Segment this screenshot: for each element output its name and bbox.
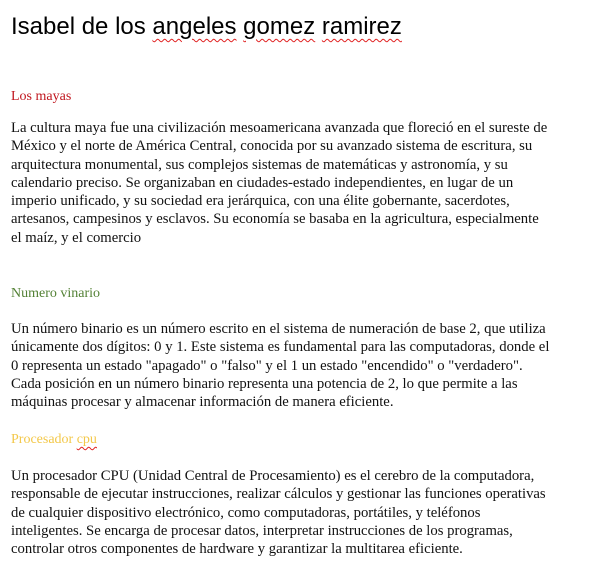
paragraph-line: el maíz, y el comercio [11,229,142,246]
paragraph-line: Un procesador CPU (Unidad Central de Procesamiento) es el cerebro de la computadora, [11,468,535,484]
paragraph-line: Un número binario es un número escrito en el sistema de numeración de base 2, que utiliza [11,321,546,337]
document-title [11,10,402,44]
heading-numero-vinario: Numero vinario [11,286,101,301]
heading-los-mayas: Los mayas [11,89,72,104]
paragraph-line: imperio unificado, y su sociedad era jerárquica, con una élite gobernante, sacerdotes, [11,193,510,210]
paragraph-line: México y el norte de América Central, conocida por su avanzado sistema de escritura, su [11,138,533,155]
paragraph-line: responsable de ejecutar instrucciones, realizar cálculos y gestionar las funciones operativas [11,486,546,503]
paragraph-procesador [11,467,606,558]
paragraph-line: artesanos, campesinos y esclavos. Su economía se basaba en la agricultura, especialmente [11,211,539,228]
heading-procesador-word: Procesador [11,432,74,447]
title-word-ramirez: ramirez [321,13,402,40]
paragraph-line: únicamente dos dígitos: 0 y 1. Este sistema es fundamental para las computadoras, donde el [11,339,550,356]
paragraph-line: 0 representa un estado "apagado" o "falso" y el 1 un estado "encendido" o "verdadero". [11,357,523,374]
paragraph-line: máquinas procesar y almacenar información de manera eficiente. [11,394,394,411]
paragraph-line: de cualquier dispositivo electrónico, como computadoras, portátiles, y teléfonos [11,504,481,521]
heading-cpu-word: cpu [76,432,97,447]
paragraph-line: controlar otros componentes de hardware y garantizar la multitarea eficiente. [11,541,463,558]
paragraph-numero-binario [11,320,606,411]
paragraph-line: arquitectura monumental, sus complejos sistemas de matemáticas y astronomía, y su [11,156,508,173]
title-word-angeles: angeles [152,13,237,40]
title-word-gomez: gomez [243,13,316,40]
paragraph-line: calendario preciso. Se organizaban en ciudades-estado independientes, en lugar de un [11,174,514,191]
paragraph-los-mayas [11,119,606,247]
heading-procesador-cpu [11,431,97,449]
title-text-start: Isabel de los [11,13,153,40]
paragraph-line: inteligentes. Se encarga de procesar datos, interpretar instrucciones de los programas, [11,522,513,539]
paragraph-line: La cultura maya fue una civilización mesoamericana avanzada que floreció en el sureste de [11,120,548,136]
paragraph-line: Cada posición en un número binario representa una potencia de 2, lo que permite a las [11,375,518,392]
